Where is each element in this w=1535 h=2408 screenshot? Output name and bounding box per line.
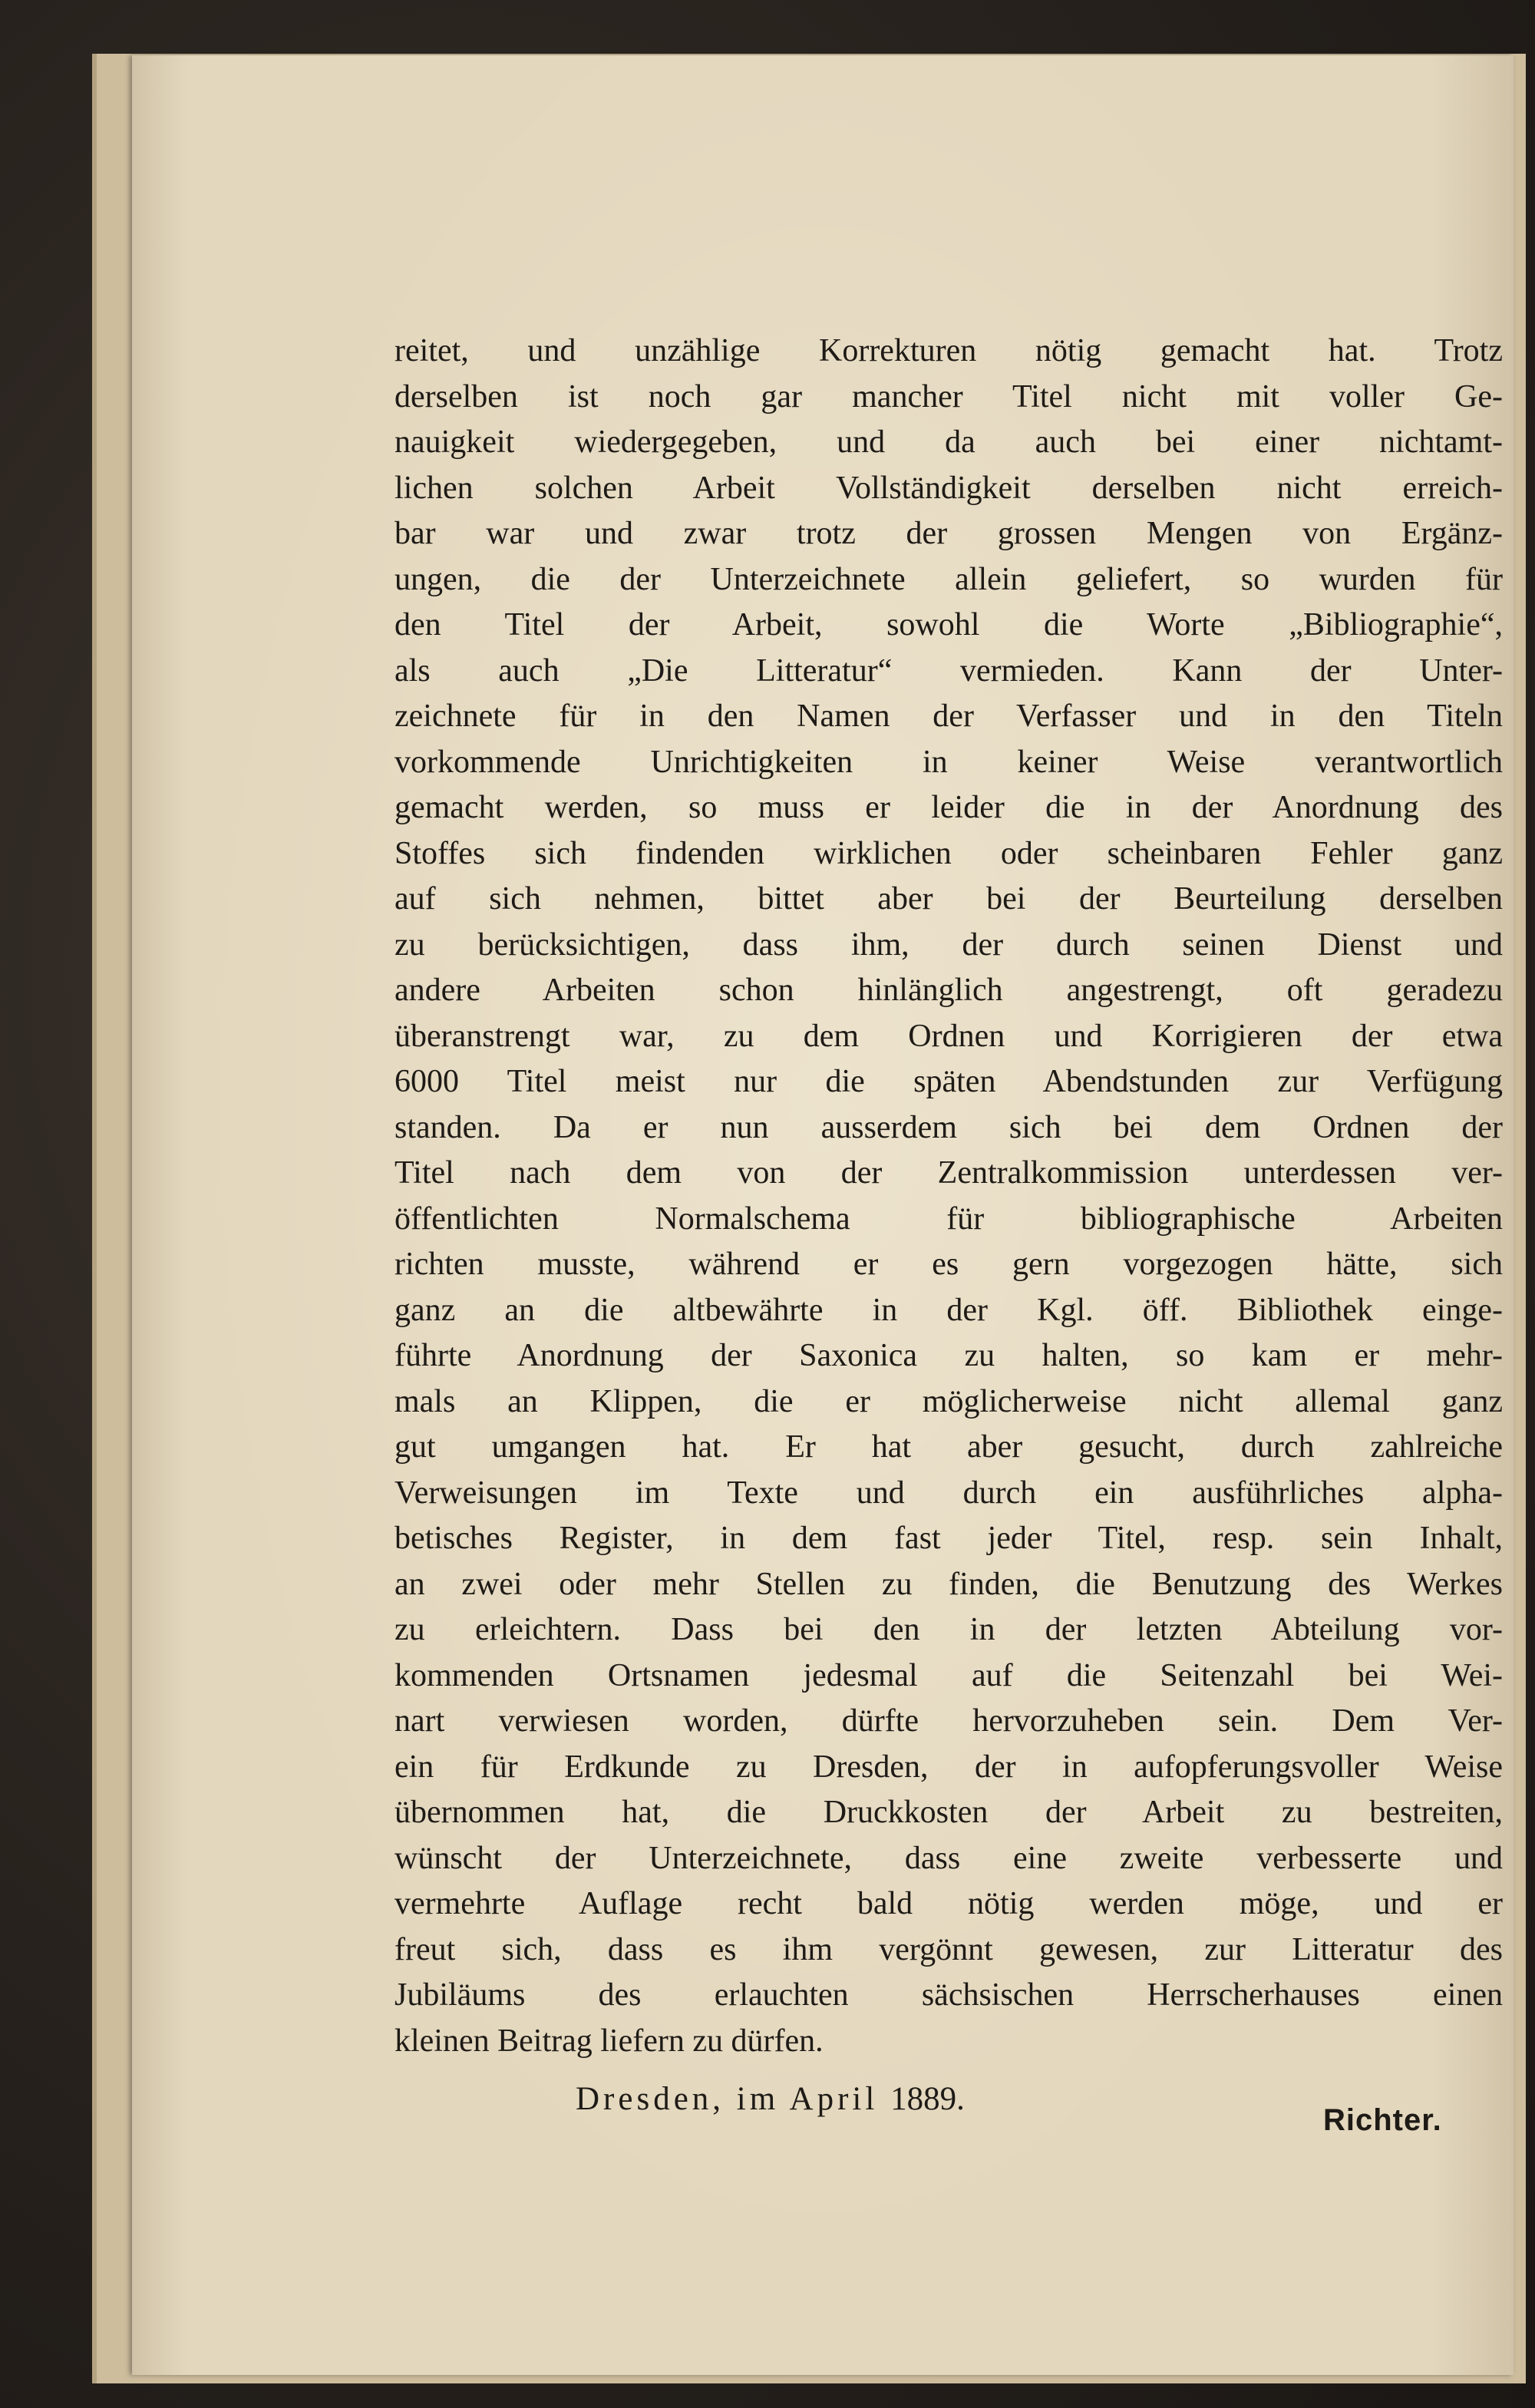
text-line: lichen solchen Arbeit Vollständigkeit derselben nicht erreich-: [394, 470, 1503, 506]
text-line: zu berücksichtigen, dass ihm, der durch seinen Dienst und: [394, 927, 1503, 963]
text-line: andere Arbeiten schon hinlänglich angestrengt, oft geradezu: [394, 973, 1503, 1008]
text-line: zeichnete für in den Namen der Verfasser und in den Titeln: [394, 699, 1503, 734]
text-line: Titel nach dem von der Zentralkommission unterdessen ver-: [394, 1155, 1503, 1191]
text-line: gemacht werden, so muss er leider die in der Anordnung des: [394, 790, 1503, 825]
text-line: mals an Klippen, die er möglicherweise nicht allemal ganz: [394, 1383, 1503, 1419]
text-line: freut sich, dass es ihm vergönnt gewesen, zur Litteratur des: [394, 1931, 1503, 1967]
text-line: ungen, die der Unterzeichnete allein geliefert, so wurden für: [394, 561, 1503, 597]
text-line: kleinen Beitrag liefern zu dürfen.: [394, 2023, 824, 2059]
text-line: an zwei oder mehr Stellen zu finden, die Benutzung des Werkes: [394, 1566, 1503, 1602]
text-line: führte Anordnung der Saxonica zu halten, so kam er mehr-: [394, 1338, 1503, 1373]
text-line: reitet, und unzählige Korrekturen nötig gemacht hat. Trotz: [394, 333, 1503, 368]
text-line: öffentlichten Normalschema für bibliographische Arbeiten: [394, 1201, 1503, 1237]
text-line: richten musste, während er es gern vorgezogen hätte, sich: [394, 1247, 1503, 1282]
text-line: derselben ist noch gar mancher Titel nicht mit voller Ge-: [394, 378, 1503, 415]
closing-year: 1889.: [890, 2081, 965, 2117]
text-line: standen. Da er nun ausserdem sich bei dem Ordnen der: [394, 1109, 1503, 1145]
text-line: vermehrte Auflage recht bald nötig werden möge, und er: [394, 1886, 1503, 1921]
text-line: ganz an die altbewährte in der Kgl. öff. Bibliothek einge-: [394, 1292, 1503, 1328]
text-line: übernommen hat, die Druckkosten der Arbeit zu bestreiten,: [394, 1795, 1503, 1830]
text-line: betisches Register, in dem fast jeder Titel, resp. sein Inhalt,: [394, 1521, 1503, 1556]
text-line: bar war und zwar trotz der grossen Mengen von Ergänz-: [394, 516, 1503, 551]
text-line: zu erleichtern. Dass bei den in der letzten Abteilung vor-: [394, 1612, 1503, 1647]
text-line: wünscht der Unterzeichnete, dass eine zweite verbesserte und: [394, 1840, 1503, 1876]
text-line: den Titel der Arbeit, sowohl die Worte „Bibliographie“,: [394, 607, 1503, 642]
text-line: nart verwiesen worden, dürfte hervorzuheben sein. Dem Ver-: [394, 1703, 1503, 1739]
book-page: [132, 55, 1514, 2375]
text-line: als auch „Die Litteratur“ vermieden. Kann der Unter-: [394, 652, 1503, 689]
text-line: vorkommende Unrichtigkeiten in keiner Weise verantwortlich: [394, 744, 1503, 780]
text-line: überanstrengt war, zu dem Ordnen und Korrigieren der etwa: [394, 1018, 1503, 1054]
text-line: Stoffes sich findenden wirklichen oder scheinbaren Fehler ganz: [394, 835, 1503, 871]
text-line: 6000 Titel meist nur die späten Abendstunden zur Verfügung: [394, 1064, 1503, 1099]
author-signature: Richter.: [1323, 2103, 1442, 2137]
text-line: nauigkeit wiedergegeben, und da auch bei einer nichtamt-: [394, 424, 1503, 460]
closing-place: Dresden, im April: [576, 2081, 879, 2117]
text-line: auf sich nehmen, bittet aber bei der Beurteilung derselben: [394, 881, 1503, 917]
text-line: Verweisungen im Texte und durch ein ausführliches alpha-: [394, 1475, 1503, 1511]
text-line: gut umgangen hat. Er hat aber gesucht, durch zahlreiche: [394, 1429, 1503, 1465]
body-text: [394, 329, 1503, 2064]
text-line: kommenden Ortsnamen jedesmal auf die Seitenzahl bei Wei-: [394, 1657, 1503, 1693]
text-line: ein für Erdkunde zu Dresden, der in aufopferungsvoller Weise: [394, 1749, 1503, 1785]
text-line: Jubiläums des erlauchten sächsischen Herrscherhauses einen: [394, 1977, 1503, 2013]
closing-dateline: [576, 2080, 965, 2118]
